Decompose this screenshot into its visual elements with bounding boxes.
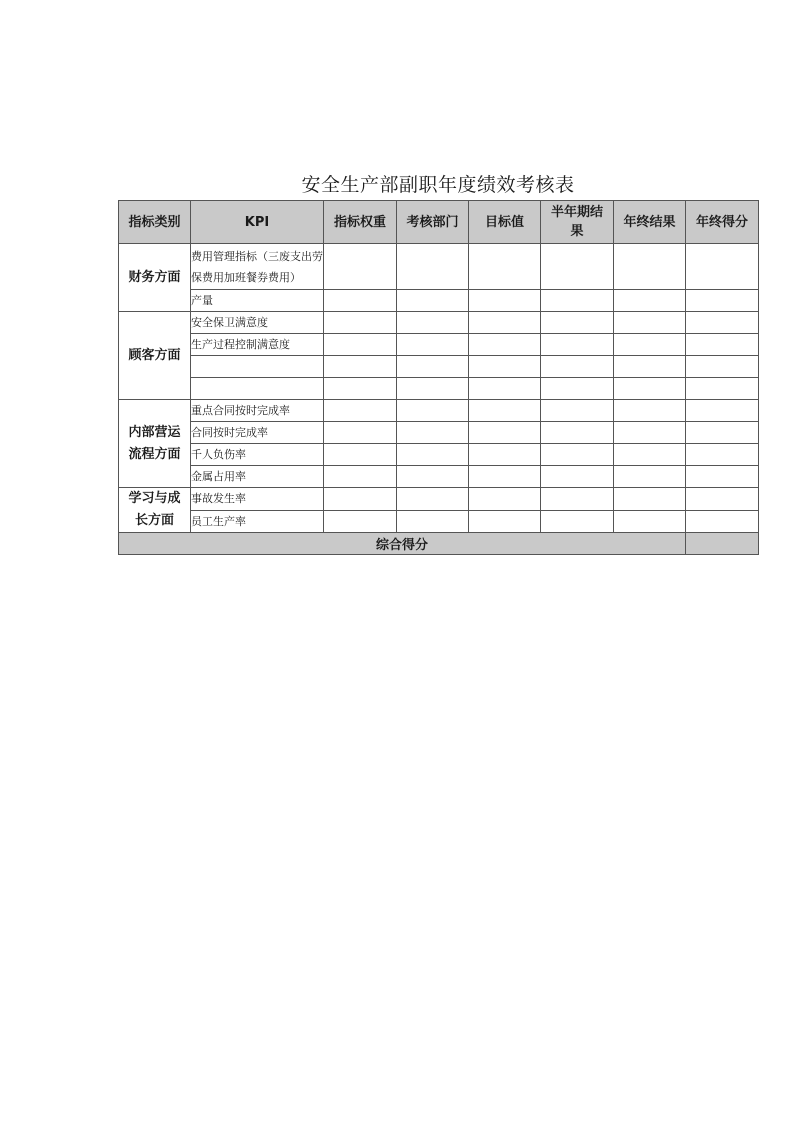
cell[interactable] xyxy=(541,444,614,466)
summary-score-cell[interactable] xyxy=(686,533,759,555)
kpi-cell: 金属占用率 xyxy=(191,466,324,488)
kpi-cell: 产量 xyxy=(191,290,324,312)
cell[interactable] xyxy=(324,466,397,488)
header-dept: 考核部门 xyxy=(397,201,469,244)
cell[interactable] xyxy=(469,378,541,400)
cell[interactable] xyxy=(686,356,759,378)
category-customer: 顾客方面 xyxy=(119,312,191,400)
cell[interactable] xyxy=(324,312,397,334)
table-row xyxy=(119,312,759,334)
cell[interactable] xyxy=(541,466,614,488)
cell[interactable] xyxy=(324,356,397,378)
cell[interactable] xyxy=(541,510,614,533)
table-row xyxy=(119,488,759,511)
cell[interactable] xyxy=(469,334,541,356)
page-title: 安全生产部副职年度绩效考核表 xyxy=(301,174,575,196)
summary-row xyxy=(119,533,759,555)
cell[interactable] xyxy=(614,244,686,290)
cell[interactable] xyxy=(541,312,614,334)
kpi-table xyxy=(118,200,759,555)
cell[interactable] xyxy=(686,334,759,356)
cell[interactable] xyxy=(686,378,759,400)
table-row xyxy=(119,356,759,378)
cell[interactable] xyxy=(541,378,614,400)
kpi-cell: 费用管理指标（三废支出劳保费用加班餐券费用） xyxy=(191,244,324,290)
header-year-score: 年终得分 xyxy=(686,201,759,244)
header-year-result: 年终结果 xyxy=(614,201,686,244)
cell[interactable] xyxy=(614,444,686,466)
table-row xyxy=(119,444,759,466)
cell[interactable] xyxy=(686,244,759,290)
kpi-cell: 事故发生率 xyxy=(191,488,324,511)
kpi-cell: 员工生产率 xyxy=(191,510,324,533)
table-row xyxy=(119,466,759,488)
cell[interactable] xyxy=(614,356,686,378)
cell[interactable] xyxy=(686,422,759,444)
cell[interactable] xyxy=(541,400,614,422)
kpi-cell: 千人负伤率 xyxy=(191,444,324,466)
cell[interactable] xyxy=(469,312,541,334)
table-row xyxy=(119,378,759,400)
cell[interactable] xyxy=(324,422,397,444)
cell[interactable] xyxy=(469,488,541,511)
cell[interactable] xyxy=(469,510,541,533)
cell[interactable] xyxy=(541,290,614,312)
cell[interactable] xyxy=(469,466,541,488)
kpi-cell: 安全保卫满意度 xyxy=(191,312,324,334)
kpi-cell: 合同按时完成率 xyxy=(191,422,324,444)
summary-label: 综合得分 xyxy=(119,533,686,555)
table-row xyxy=(119,422,759,444)
cell[interactable] xyxy=(397,466,469,488)
cell[interactable] xyxy=(686,488,759,511)
cell[interactable] xyxy=(541,244,614,290)
cell[interactable] xyxy=(469,356,541,378)
header-weight: 指标权重 xyxy=(324,201,397,244)
cell[interactable] xyxy=(686,290,759,312)
header-row xyxy=(119,201,759,244)
cell[interactable] xyxy=(397,334,469,356)
kpi-cell xyxy=(191,378,324,400)
table-row xyxy=(119,244,759,290)
kpi-cell: 生产过程控制满意度 xyxy=(191,334,324,356)
header-kpi: KPI xyxy=(191,201,324,244)
cell[interactable] xyxy=(397,356,469,378)
cell[interactable] xyxy=(324,488,397,511)
cell[interactable] xyxy=(469,290,541,312)
category-process: 内部营运流程方面 xyxy=(119,400,191,488)
cell[interactable] xyxy=(541,488,614,511)
cell[interactable] xyxy=(324,400,397,422)
cell[interactable] xyxy=(686,312,759,334)
cell[interactable] xyxy=(686,466,759,488)
cell[interactable] xyxy=(686,510,759,533)
cell[interactable] xyxy=(541,356,614,378)
cell[interactable] xyxy=(397,444,469,466)
cell[interactable] xyxy=(397,488,469,511)
cell[interactable] xyxy=(397,400,469,422)
table-row xyxy=(119,290,759,312)
header-half-year: 半年期结果 xyxy=(541,201,614,244)
cell[interactable] xyxy=(614,466,686,488)
table-row xyxy=(119,400,759,422)
cell[interactable] xyxy=(397,244,469,290)
cell[interactable] xyxy=(614,378,686,400)
category-learning: 学习与成长方面 xyxy=(119,488,191,533)
table-row xyxy=(119,334,759,356)
cell[interactable] xyxy=(614,400,686,422)
kpi-cell: 重点合同按时完成率 xyxy=(191,400,324,422)
cell[interactable] xyxy=(541,422,614,444)
cell[interactable] xyxy=(397,290,469,312)
cell[interactable] xyxy=(397,378,469,400)
cell[interactable] xyxy=(614,334,686,356)
cell[interactable] xyxy=(614,510,686,533)
header-category: 指标类别 xyxy=(119,201,191,244)
cell[interactable] xyxy=(469,400,541,422)
cell[interactable] xyxy=(614,422,686,444)
cell[interactable] xyxy=(397,510,469,533)
cell[interactable] xyxy=(469,444,541,466)
cell[interactable] xyxy=(686,444,759,466)
cell[interactable] xyxy=(469,244,541,290)
cell[interactable] xyxy=(324,244,397,290)
cell[interactable] xyxy=(686,400,759,422)
cell[interactable] xyxy=(324,290,397,312)
category-finance: 财务方面 xyxy=(119,244,191,312)
cell[interactable] xyxy=(324,378,397,400)
cell[interactable] xyxy=(614,290,686,312)
table-row xyxy=(119,510,759,533)
cell[interactable] xyxy=(324,510,397,533)
cell[interactable] xyxy=(541,334,614,356)
cell[interactable] xyxy=(614,488,686,511)
cell[interactable] xyxy=(324,444,397,466)
cell[interactable] xyxy=(397,422,469,444)
cell[interactable] xyxy=(397,312,469,334)
cell[interactable] xyxy=(324,334,397,356)
kpi-cell xyxy=(191,356,324,378)
header-target: 目标值 xyxy=(469,201,541,244)
cell[interactable] xyxy=(614,312,686,334)
cell[interactable] xyxy=(469,422,541,444)
